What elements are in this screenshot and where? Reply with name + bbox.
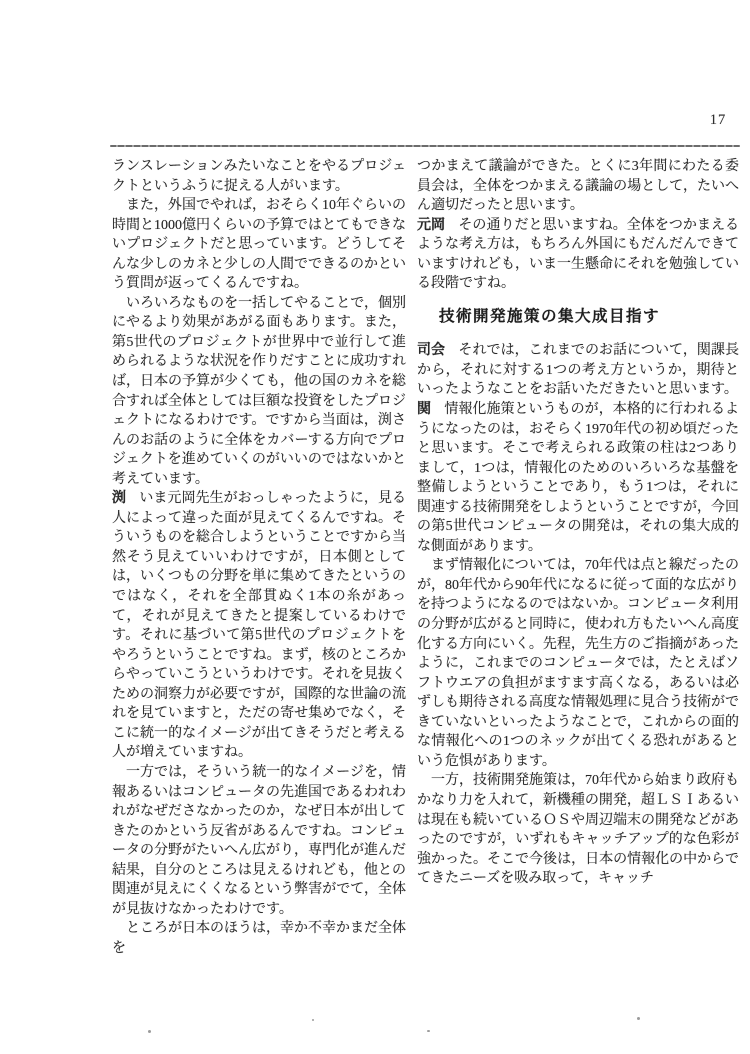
right-column [417,157,739,889]
paragraph-text: いま元岡先生がおっしゃったように，見る人によって違った面が見えてくるんですね。そういうものを総合しようということですから当然そう見えていいわけですが，日本側としては，いくつもの分野を単に集めてきたというのではなく，それを全部貫ぬく1本の糸があって，それが見えてきたと提案しているわけです。それに基づいて第5世代のプロジェクトをやろうということですね。まず，核のところからやっていこうというわけです。それを見抜くための洞察力が必要ですが，国際的な世論の流れを見ていますと，ただの寄せ集めでなく，そこに統一的なイメージが出てきそうだと考える人が増えていますね。 [112,491,407,761]
paragraph-continuation [112,157,406,196]
paragraph-continuation [417,157,739,216]
header-rule [110,145,740,147]
speaker-paragraph [417,341,739,400]
paragraph-text: その通りだと思いますね。全体をつかまえるような考え方は，もちろん外国にもだんだんできていますけれども，いま一生懸命にそれを勉強している段階ですね。 [417,217,740,292]
paragraph-text: つかまえて議論ができた。とくに3年間にわたる委員会は，全体をつかまえる議論の場として，たいへん適切だったと思います。 [417,159,739,214]
scan-speck [148,1030,151,1033]
paragraph-text: それでは，これまでのお話について，関課長から，それに対する1つの考え方というか，期待といったようなことをお話いただきたいと思います。 [417,343,739,398]
speaker-paragraph [417,216,739,294]
speaker-label: 元岡 [417,217,446,233]
paragraph-text: ランスレーションみたいなことをやるプロジェクトというふうに捉える人がいます。 [112,159,406,194]
paragraph-text: また，外国でやれば，おそらく10年ぐらいの時間と1000億円くらいの予算ではとてもできないプロジェクトだと思っています。どうしてそんな少しのカネと少しの人間でできるのかという質問が返ってくるんですね。 [112,198,406,292]
paragraph [112,196,406,294]
paragraph [417,771,739,888]
scan-speck [312,1019,314,1021]
paragraph-text: 情報化施策というものが，本格的に行われるようになったのは，おそらく1970年代の初め頃だったと思います。そこで考えられる政策の柱は2つありまして，1つは，情報化のためのいろいろな基盤を整備しようということであり，もう1つは，それに関連する技術開発をしようということですが，今回の第5世代コンピュータの開発は，それの集大成的な側面があります。 [417,402,740,554]
scan-speck [637,1017,640,1020]
speaker-label: 渕 [112,491,127,507]
section-heading: 技術開発施策の集大成目指す [439,307,661,325]
paragraph-text: まず情報化については，70年代は点と線だったのが，80年代から90年代になるに従って面的な広がりを持つようになるのではないか。コンピュータ利用の分野が広がると同時に，使われ方もたいへん高度化する方向にいく。先程，先生方のご指摘があったように，これまでのコンピュータでは，たとえばソフトウエアの負担がますます高くなる，あるいは必ずしも期待される高度な情報処理に見合う技術ができていないといったようなことで，これからの面的な情報化への1つのネックが出てくる恐れがあるという危惧があります。 [417,558,739,769]
page-number: 17 [709,112,727,128]
paragraph [417,556,739,771]
left-column [112,157,406,958]
scan-speck [427,1030,430,1032]
paragraph-text: いろいろなものを一括してやることで，個別にやるより効果があがる面もあります。また，第5世代のプロジェクトが世界中で並行して進められるような状況を作りだすことに成功すれば，日本の予算が少くても，他の国のカネを総合すれば全体としては巨額な投資をしたプロジェクトになるわけです。ですから当面は，渕さんのお話のように全体をカバーする方向でプロジェクトを進めていくのがいいのではないかと考えています。 [112,295,406,487]
paragraph [112,919,406,958]
speaker-label: 司会 [417,343,446,359]
paragraph-text: ところが日本のほうは，幸か不幸かまだ全体を [112,921,406,956]
speaker-label: 関 [417,402,432,418]
paragraph-text: 一方，技術開発施策は，70年代から始まり政府もかなり力を入れて，新機種の開発，超ＬＳＩあるいは現在も続いているＯＳや周辺端末の開発などがあったのですが，いずれもキャッチアップ的な色彩が強かった。そこで今後は，日本の情報化の中からでてきたニーズを吸み取って，キャッチ [417,773,739,887]
paragraph-text: 一方では，そういう統一的なイメージを，情報あるいはコンピュータの先進国であるわれわれがなぜださなかったのか，なぜ日本が出してきたのかという反省があるんですね。コンピュータの分野がたいへん広がり，専門化が進んだ結果，自分のところは見えるけれども，他との関連が見えにくくなるという弊害がでて，全体が見抜けなかったわけです。 [112,764,406,917]
paragraph [112,763,406,919]
speaker-paragraph [417,400,739,556]
paragraph [112,294,406,489]
speaker-paragraph [112,489,406,763]
